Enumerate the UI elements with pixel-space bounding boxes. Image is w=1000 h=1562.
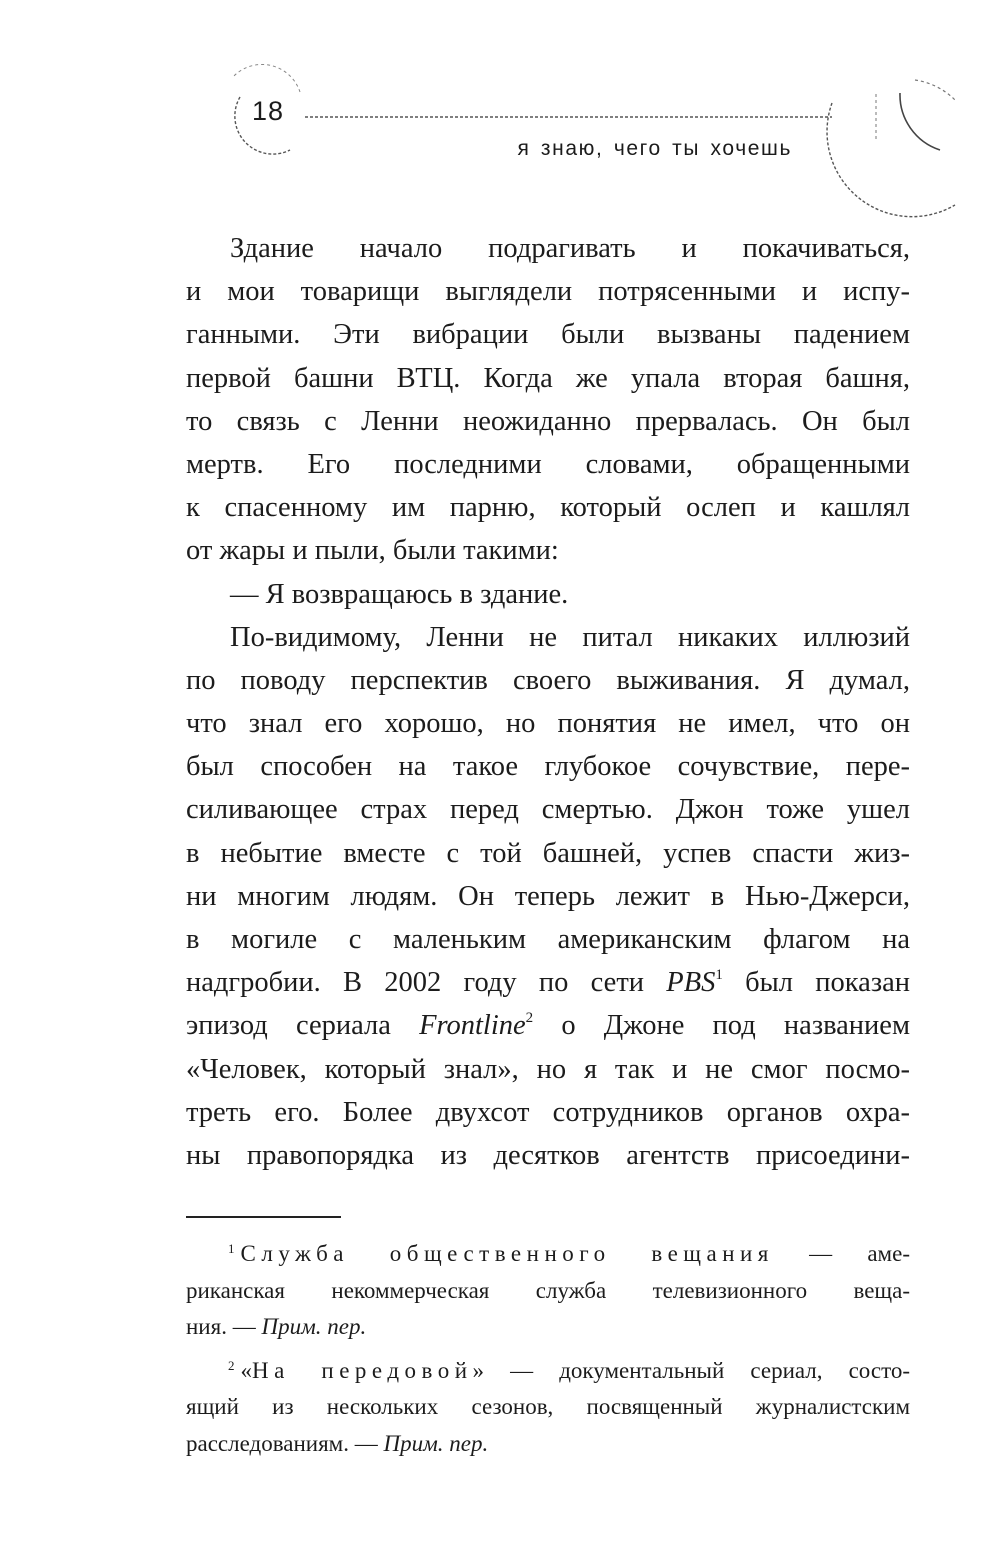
footnote-quote: «	[240, 1357, 252, 1383]
footnote-ref-1: 1	[715, 967, 723, 984]
footnote-mark: 1	[228, 1241, 235, 1256]
footnote-1	[186, 1236, 910, 1346]
footnote-line	[186, 1426, 910, 1463]
text-line-with-footnote	[186, 1004, 910, 1047]
footnote-term: Служба общественного вещания	[240, 1241, 774, 1266]
text-line-with-footnote	[186, 961, 910, 1004]
text-line: ны правопорядка из десятков агентств присоедини-	[186, 1139, 910, 1171]
page-number: 18	[251, 96, 285, 126]
dialogue-line: — Я возвращаюсь в здание.	[230, 578, 569, 610]
text-fragment: о Джоне под названием	[533, 1010, 910, 1042]
text-line: силивающее страх перед смертью. Джон тоже ушел	[186, 794, 910, 826]
text-line: ганными. Эти вибрации были вызваны падением	[186, 319, 910, 351]
footnote-line	[186, 1236, 910, 1273]
text-line: и мои товарищи выглядели потрясенными и испу-	[186, 276, 910, 308]
running-title: я знаю, чего ты хочешь	[517, 137, 792, 160]
text-line: от жары и пыли, были такими:	[186, 535, 559, 567]
footnote-line: ящий из нескольких сезонов, посвященный журналистским	[186, 1394, 910, 1419]
text-line: Здание начало подрагивать и покачиваться,	[230, 233, 910, 264]
right-arc-inner	[900, 93, 940, 150]
text-line: первой башни ВТЦ. Когда же упала вторая башня,	[186, 362, 910, 394]
footnote-text: — аме-	[773, 1241, 910, 1266]
footnote-line	[186, 1353, 910, 1390]
footnote-text: » — документальный сериал, состо-	[472, 1357, 910, 1383]
footnote-line: риканская некоммерческая служба телевизионного веща-	[186, 1277, 910, 1303]
translator-note: Прим. пер.	[261, 1314, 367, 1339]
text-fragment: надгробии. В 2002 году по сети	[186, 967, 667, 999]
text-line: ни многим людям. Он теперь лежит в Нью-Джерси,	[186, 880, 910, 912]
footnote-mark: 2	[228, 1357, 235, 1373]
text-line: мертв. Его последними словами, обращенными	[186, 448, 910, 480]
text-line: был способен на такое глубокое сочувствие, пере-	[186, 751, 910, 783]
footnote-2	[186, 1353, 910, 1463]
text-line: по поводу перспектив своего выживания. Я думал,	[186, 664, 910, 696]
right-arc-outer	[827, 103, 955, 217]
text-line: к спасенному им парню, который ослеп и кашлял	[186, 492, 910, 524]
text-line: треть его. Более двухсот сотрудников органов охра-	[186, 1096, 910, 1128]
text-line: в небытие вместе с той башней, успев спасти жиз-	[186, 837, 910, 869]
right-arc-top	[915, 80, 955, 100]
footnote-text: ния. —	[186, 1314, 262, 1339]
header-ornament	[0, 0, 1000, 230]
frontline-italic: Frontline	[419, 1010, 526, 1042]
text-line: в могиле с маленьким американским флагом на	[186, 924, 910, 955]
pbs-italic: PBS	[666, 967, 716, 999]
footnotes	[186, 1236, 910, 1462]
text-line: По-видимому, Ленни не питал никаких иллюзий	[230, 621, 910, 653]
text-fragment: эпизод сериала	[186, 1010, 420, 1042]
footnote-divider	[186, 1216, 341, 1218]
text-line: «Человек, который знал», но я так и не смог посмо-	[186, 1053, 910, 1085]
body-text	[186, 227, 910, 1177]
page-number-arc-top	[232, 64, 300, 92]
text-line: то связь с Ленни неожиданно прервалась. Он был	[186, 405, 910, 437]
footnote-gap	[186, 1346, 910, 1353]
text-fragment: был показан	[722, 967, 910, 999]
footnote-ref-2: 2	[525, 1010, 534, 1027]
text-line: что знал его хорошо, но понятия не имел, что он	[186, 708, 910, 740]
footnote-text: расследованиям. —	[186, 1430, 384, 1456]
translator-note: Прим. пер.	[383, 1430, 489, 1456]
footnote-line	[186, 1309, 910, 1346]
footnote-term: На передовой	[252, 1357, 473, 1383]
